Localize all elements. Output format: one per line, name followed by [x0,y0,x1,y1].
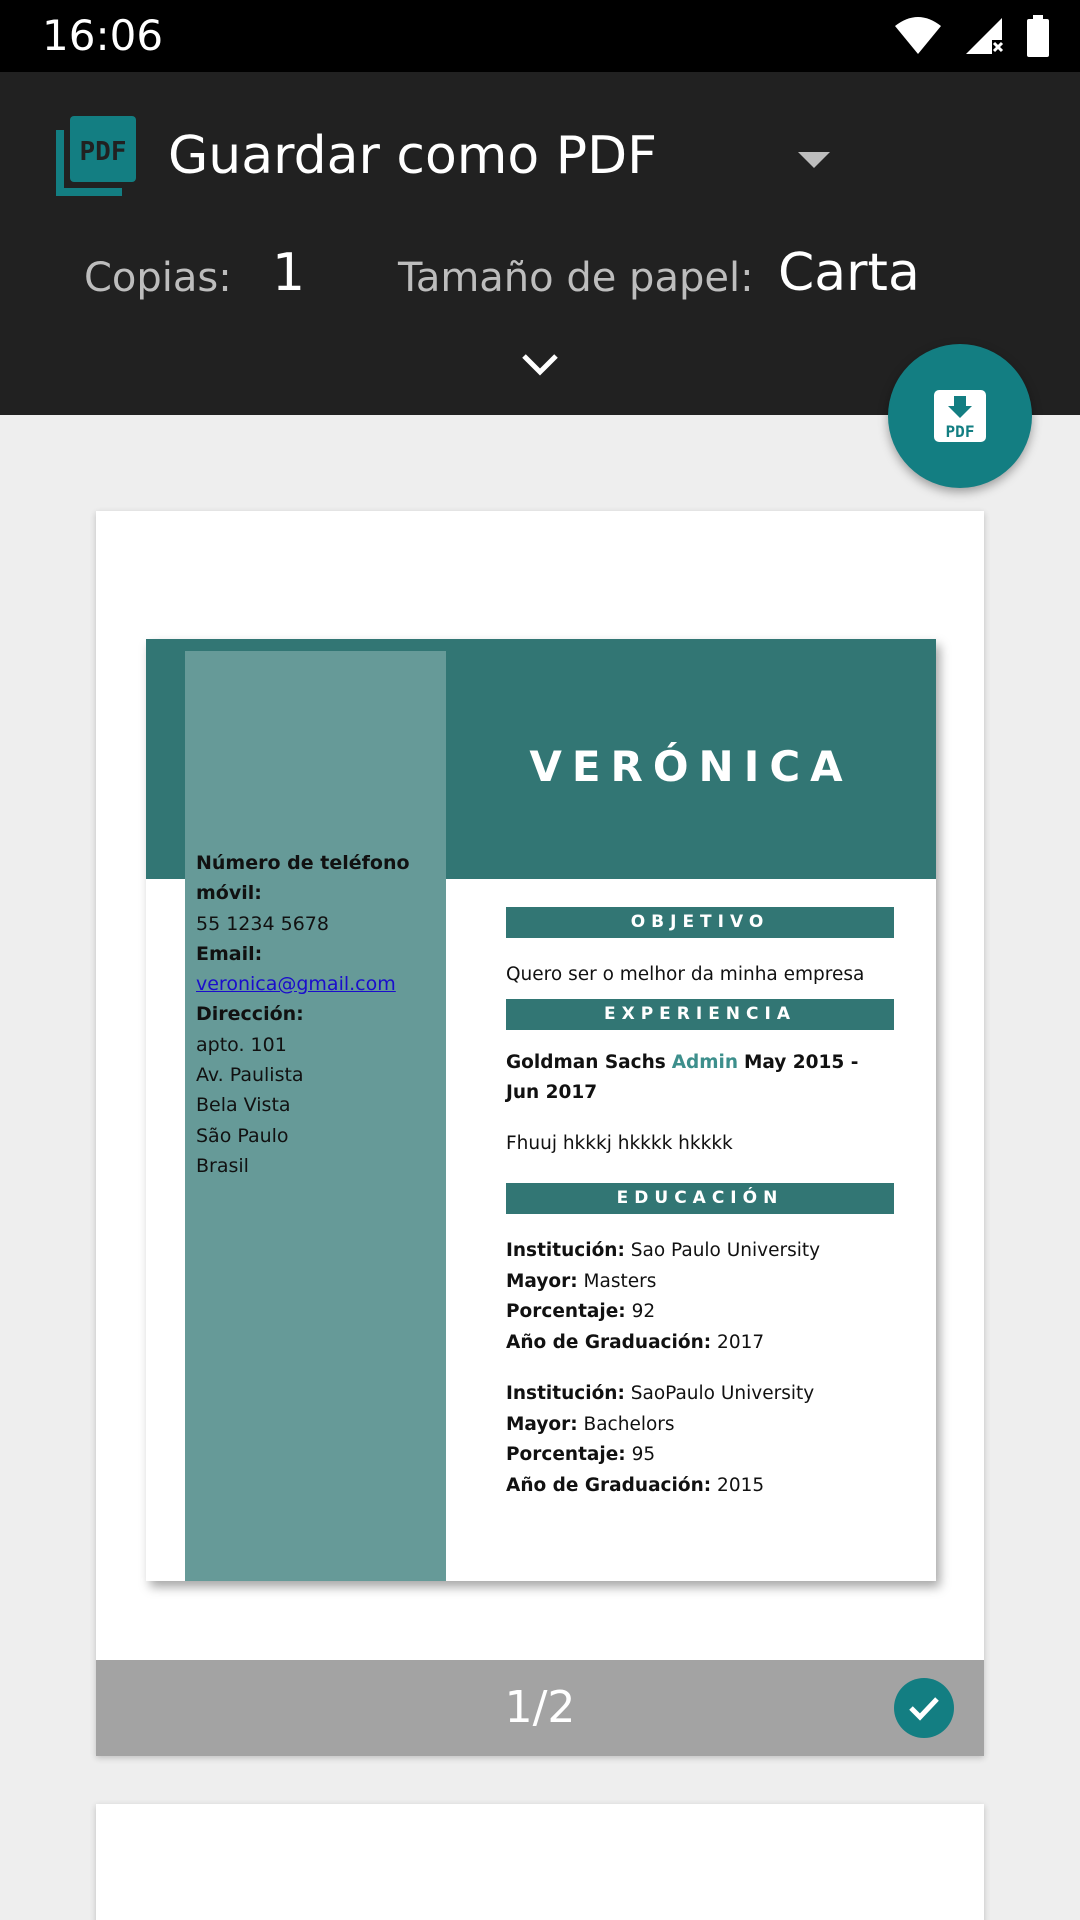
resume-main-column [506,907,896,1501]
major-label: Mayor: [506,1413,578,1435]
percentage-label: Porcentaje: [506,1444,626,1465]
experience-role: Admin [671,1051,739,1073]
major-value: Bachelors [583,1413,675,1435]
year-value: 2015 [717,1474,765,1496]
dropdown-arrow-icon[interactable] [796,142,832,178]
preview-page[interactable] [96,1804,984,1920]
battery-icon [1026,15,1050,57]
svg-text:PDF: PDF [945,422,975,441]
education-entry [506,1236,896,1358]
resume-name: VERÓNICA [529,742,853,791]
percentage-label: Porcentaje: [506,1301,626,1322]
education-entry [506,1379,896,1501]
status-time: 16:06 [42,11,164,60]
status-bar [0,0,1080,72]
objective-text: Quero ser o melhor da minha empresa [506,964,865,985]
institution-value: SaoPaulo University [630,1383,815,1404]
experience-description: Fhuuj hkkkj hkkkk hkkkk [506,1132,733,1154]
status-icons [894,14,1050,58]
education-heading: EDUCACIÓN [506,1183,894,1214]
phone-value: 55 1234 5678 [196,912,329,935]
copies-input[interactable]: 1 [272,243,306,303]
pdf-printer-icon [56,116,136,196]
experience-entry [506,1048,896,1109]
objective-heading: OBJETIVO [506,907,894,938]
page-select-checkbox[interactable] [894,1678,954,1738]
institution-label: Institución: [506,1240,625,1261]
phone-label: Número de teléfono móvil: [196,852,410,905]
download-pdf-button[interactable] [888,344,1032,488]
page-indicator: 1/2 [504,1682,576,1733]
chevron-down-icon[interactable] [516,340,564,388]
svg-text:PDF: PDF [79,137,127,167]
paper-size-label: Tamaño de papel: [398,255,754,301]
email-link[interactable]: veronica@gmail.com [196,973,396,996]
percentage-value: 92 [631,1301,656,1322]
year-value: 2017 [717,1331,765,1353]
experience-heading: EXPERIENCIA [506,999,894,1030]
check-icon [904,1688,944,1728]
experience-company: Goldman Sachs [506,1051,666,1073]
experience-period: May 2015 - Jun 2017 [506,1051,859,1103]
contact-info [196,848,446,1181]
resume-document [146,639,936,1581]
major-value: Masters [583,1270,657,1292]
email-label: Email: [196,942,263,965]
address-line: Brasil [196,1154,249,1177]
institution-value: Sao Paulo University [630,1240,821,1261]
address-line: São Paulo [196,1124,289,1147]
pdf-download-icon [932,388,988,444]
signal-icon [964,16,1004,56]
year-label: Año de Graduación: [506,1331,712,1353]
copies-label: Copias: [84,255,232,301]
printer-selector[interactable]: Guardar como PDF [168,126,658,186]
address-line: Av. Paulista [196,1064,304,1087]
major-label: Mayor: [506,1270,578,1292]
address-line: apto. 101 [196,1033,287,1056]
paper-size-selector[interactable]: Carta [778,243,920,303]
institution-label: Institución: [506,1383,625,1404]
address-label: Dirección: [196,1003,304,1026]
page-footer [96,1660,984,1756]
wifi-icon [894,16,942,56]
address-line: Bela Vista [196,1094,291,1117]
year-label: Año de Graduación: [506,1474,712,1496]
preview-page[interactable] [96,511,984,1756]
percentage-value: 95 [631,1444,656,1465]
